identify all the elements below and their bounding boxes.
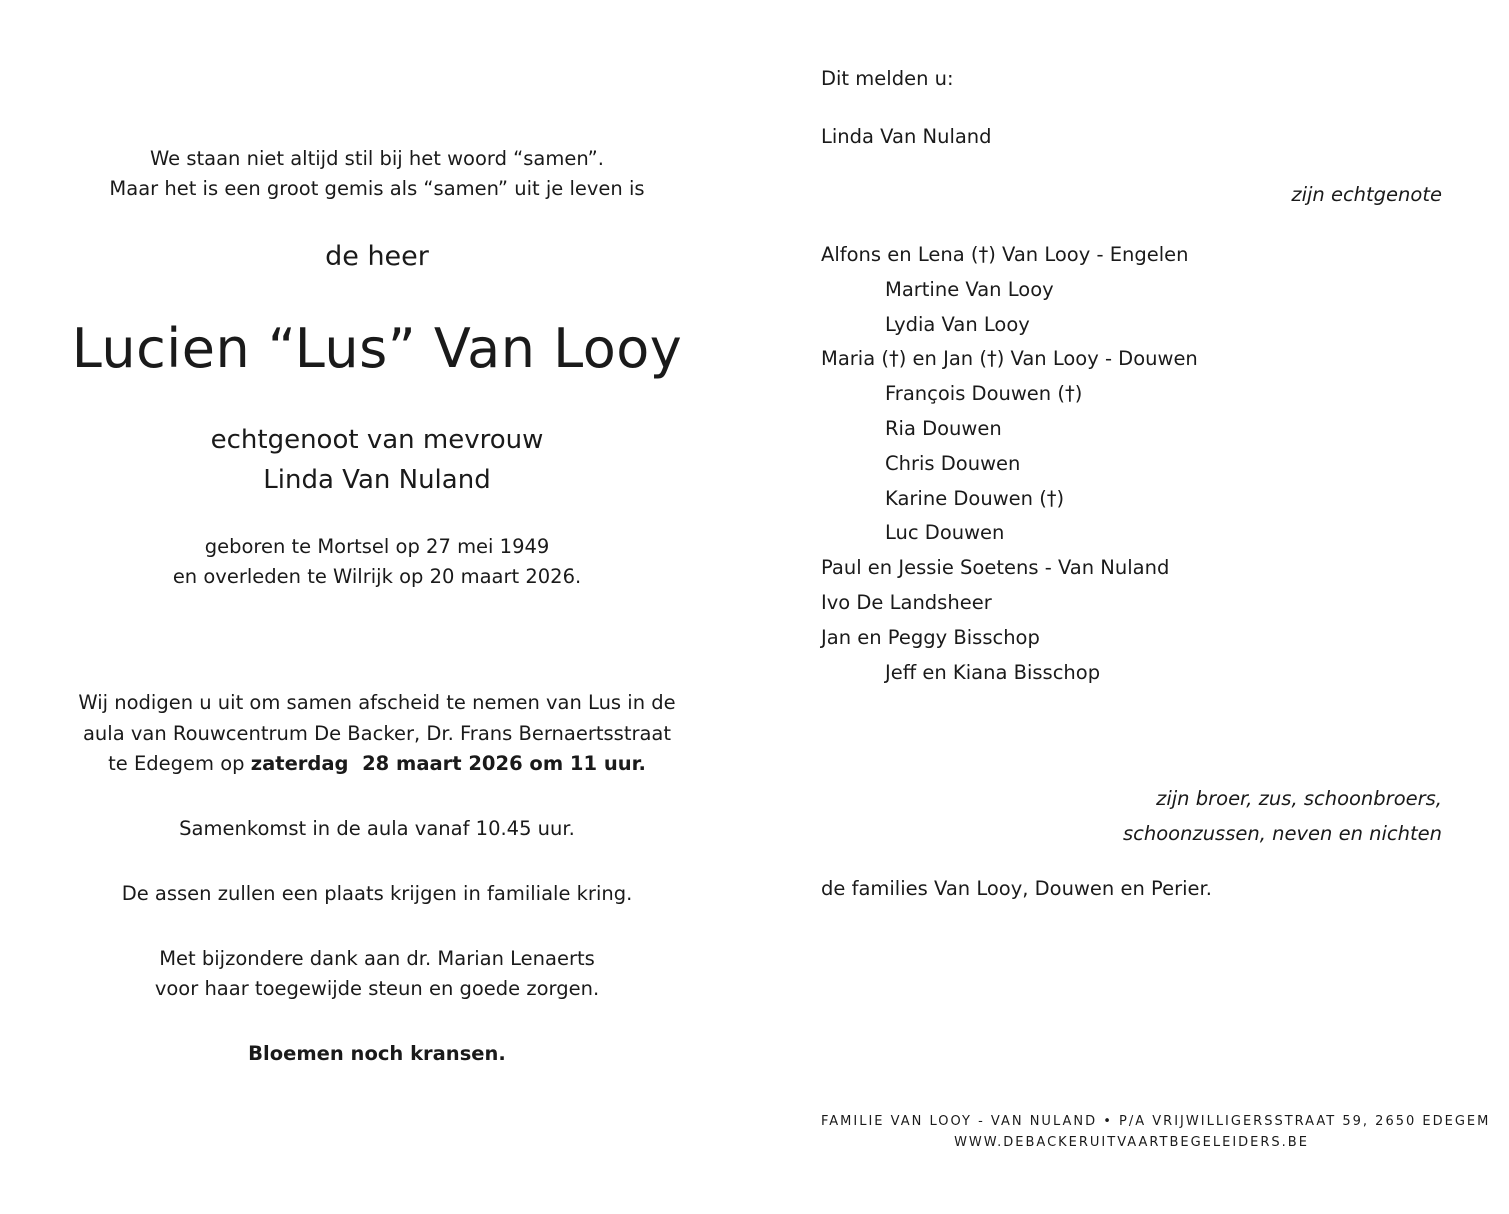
list-item: Karine Douwen (†) xyxy=(885,486,1065,510)
flowers-note: Bloemen noch kransen. xyxy=(248,1042,506,1065)
list-item: Luc Douwen xyxy=(885,521,1005,545)
list-item: Lydia Van Looy xyxy=(885,312,1030,336)
spouse-role: zijn echtgenote xyxy=(1291,183,1442,206)
families-line: de families Van Looy, Douwen en Perier. xyxy=(821,877,1212,900)
opening-quote xyxy=(40,144,714,204)
invite-line: aula van Rouwcentrum De Backer, Dr. Frans Bernaertsstraat xyxy=(82,721,672,745)
list-item: Jan en Peggy Bisschop xyxy=(821,625,1040,649)
family-role xyxy=(821,782,1442,852)
list-item: Martine Van Looy xyxy=(885,277,1054,301)
ceremony-date: zaterdag 28 maart 2026 om 11 uur. xyxy=(250,752,646,775)
announce-heading: Dit melden u: xyxy=(821,67,954,90)
quote-line: Maar het is een groot gemis als “samen” uit je leven is xyxy=(109,177,645,200)
list-item: Maria (†) en Jan (†) Van Looy - Douwen xyxy=(821,347,1198,371)
birth-line: geboren te Mortsel op 27 mei 1949 xyxy=(204,535,550,558)
list-item: Alfons en Lena (†) Van Looy - Engelen xyxy=(821,243,1189,266)
family-role-line: schoonzussen, neven en nichten xyxy=(1123,821,1442,845)
thanks-line: Met bijzondere dank aan dr. Marian Lenaerts xyxy=(159,947,595,970)
spouse-block xyxy=(40,420,714,500)
dates-block xyxy=(40,532,714,592)
list-item: Paul en Jessie Soetens - Van Nuland xyxy=(821,556,1170,580)
invite-line xyxy=(40,749,714,780)
ashes-note: De assen zullen een plaats krijgen in familiale kring. xyxy=(121,882,633,905)
honorific: de heer xyxy=(325,241,429,272)
family-list xyxy=(821,238,1198,690)
death-line: en overleden te Wilrijk op 20 maart 2026. xyxy=(172,565,582,588)
footer-address: FAMILIE VAN LOOY - VAN NULAND • P/A VRIJWILLIGERSSTRAAT 59, 2650 EDEGEM xyxy=(821,1114,1491,1129)
gathering-note: Samenkomst in de aula vanaf 10.45 uur. xyxy=(179,817,575,840)
invitation-block xyxy=(40,688,714,780)
spouse-line: echtgenoot van mevrouw xyxy=(210,425,544,455)
thanks-block xyxy=(40,944,714,1004)
list-item: Jeff en Kiana Bisschop xyxy=(885,660,1101,684)
list-item: François Douwen (†) xyxy=(885,382,1083,406)
family-role-line: zijn broer, zus, schoonbroers, xyxy=(1156,787,1442,810)
quote-line: We staan niet altijd stil bij het woord “samen”. xyxy=(150,147,604,170)
spouse-name: Linda Van Nuland xyxy=(821,125,992,148)
invite-line-prefix: te Edegem op xyxy=(108,752,251,775)
list-item: Ivo De Landsheer xyxy=(821,590,992,614)
spouse-line: Linda Van Nuland xyxy=(263,465,491,495)
deceased-name: Lucien “Lus” Van Looy xyxy=(71,317,683,380)
footer-website: WWW.DEBACKERUITVAARTBEGELEIDERS.BE xyxy=(954,1135,1309,1150)
list-item: Chris Douwen xyxy=(885,451,1021,475)
thanks-line: voor haar toegewijde steun en goede zorgen. xyxy=(154,977,600,1000)
list-item: Ria Douwen xyxy=(885,416,1002,440)
footer xyxy=(821,1111,1491,1153)
invite-line: Wij nodigen u uit om samen afscheid te nemen van Lus in de xyxy=(78,691,676,714)
